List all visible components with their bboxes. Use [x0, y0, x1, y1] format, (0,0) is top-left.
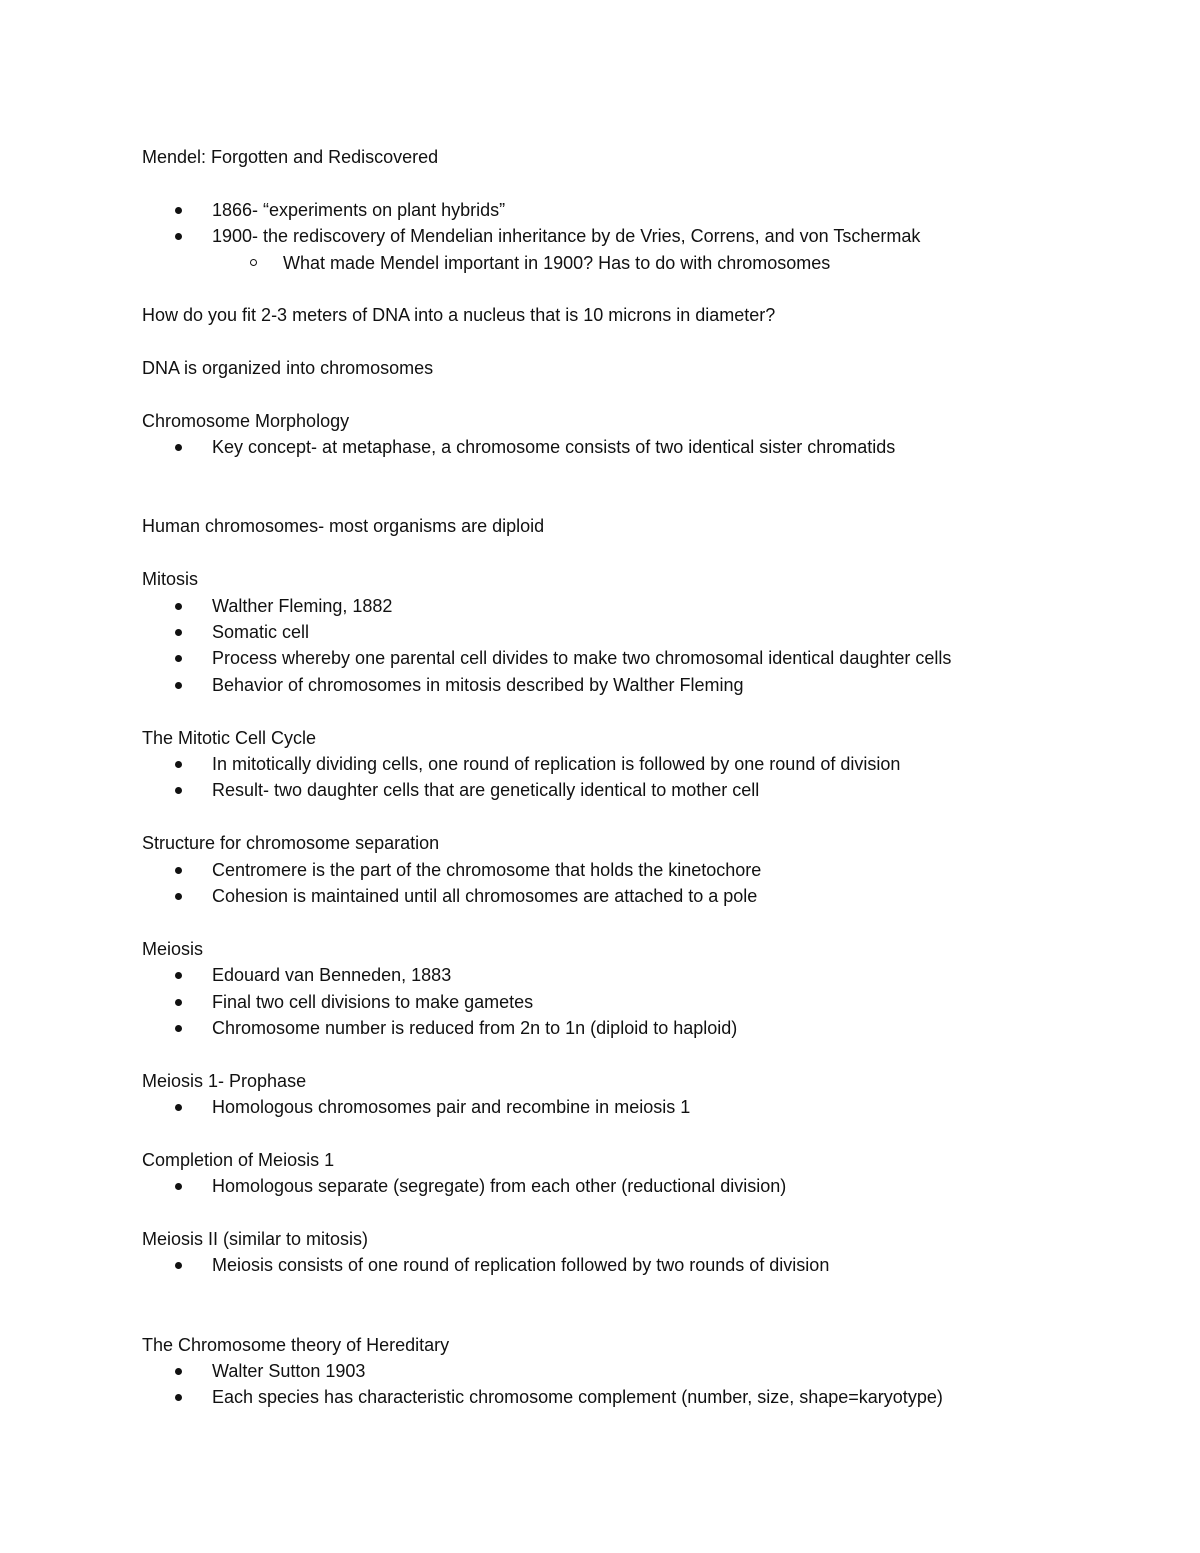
bullet-icon [175, 999, 182, 1006]
section-heading: Completion of Meiosis 1 [142, 1149, 335, 1170]
list-item [142, 197, 1132, 223]
bullet-icon [175, 233, 182, 240]
list-item [142, 962, 1132, 988]
spacer [142, 698, 1132, 724]
spacer [142, 276, 1132, 302]
sub-list-item-text: What made Mendel important in 1900? Has to do with chromosomes [283, 252, 831, 273]
list-item-text: Key concept- at metaphase, a chromosome consists of two identical sister chromatids [212, 437, 896, 458]
bullet-icon [175, 1104, 182, 1111]
spacer [142, 1041, 1132, 1067]
list-item [142, 645, 1132, 671]
bullet-icon [175, 207, 182, 214]
bullet-icon [175, 444, 182, 451]
bullet-icon [175, 761, 182, 768]
bullet-icon [175, 1262, 182, 1269]
list-item-text: Chromosome number is reduced from 2n to 1n (diploid to haploid) [212, 1017, 738, 1038]
list-item [142, 777, 1132, 803]
list-item [142, 1173, 1132, 1199]
list-item-text: In mitotically dividing cells, one round of replication is followed by one round of division [212, 754, 901, 774]
bullet-icon [175, 787, 182, 794]
list-item [142, 672, 1132, 698]
hollow-bullet-icon [250, 259, 257, 266]
list-item-text: Behavior of chromosomes in mitosis described by Walther Fleming [212, 674, 744, 695]
list-item [142, 1252, 1132, 1278]
list-item-text: Edouard van Benneden, 1883 [212, 965, 452, 986]
list-item-text: Walter Sutton 1903 [212, 1361, 366, 1381]
list-item [142, 593, 1132, 619]
bullet-icon [175, 1394, 182, 1401]
spacer [142, 382, 1132, 408]
section-heading: The Chromosome theory of Hereditary [142, 1334, 450, 1355]
bullet-icon [175, 603, 182, 610]
list-item-text: Process whereby one parental cell divides to make two chromosomal identical daughter cells [212, 648, 952, 669]
section-heading: DNA is organized into chromosomes [142, 358, 434, 379]
section-heading: Chromosome Morphology [142, 410, 350, 431]
list-item-text: Centromere is the part of the chromosome that holds the kinetochore [212, 859, 762, 880]
section-heading: Mendel: Forgotten and Rediscovered [142, 147, 439, 167]
spacer [142, 1120, 1132, 1146]
section-heading: Human chromosomes- most organisms are diploid [142, 516, 545, 537]
list-item [142, 989, 1132, 1015]
list-item [142, 1094, 1132, 1120]
bullet-icon [175, 867, 182, 874]
spacer [142, 329, 1132, 355]
list-item [142, 1384, 1132, 1410]
section-heading: Structure for chromosome separation [142, 833, 440, 854]
list-item-text: Final two cell divisions to make gametes [212, 991, 534, 1012]
section-heading: Meiosis [142, 938, 204, 959]
spacer [142, 170, 1132, 196]
bullet-icon [175, 972, 182, 979]
sub-list-item [142, 250, 1132, 276]
list-item-text: Homologous chromosomes pair and recombine in meiosis 1 [212, 1097, 691, 1118]
bullet-icon [175, 1183, 182, 1190]
bullet-icon [175, 629, 182, 636]
spacer [142, 1200, 1132, 1226]
list-item-text: Each species has characteristic chromosome complement (number, size, shape=karyotype) [212, 1387, 943, 1408]
spacer [142, 909, 1132, 935]
list-item [142, 857, 1132, 883]
list-item [142, 1015, 1132, 1041]
list-item-text: Homologous separate (segregate) from each other (reductional division) [212, 1176, 787, 1197]
bullet-icon [175, 893, 182, 900]
list-item [142, 1358, 1132, 1384]
bullet-icon [175, 682, 182, 689]
spacer [142, 1279, 1132, 1332]
section-heading: The Mitotic Cell Cycle [142, 727, 317, 748]
list-item [142, 223, 1132, 249]
spacer [142, 461, 1132, 514]
list-item-text: 1866- “experiments on plant hybrids” [212, 199, 506, 220]
list-item [142, 619, 1132, 645]
section-heading: Meiosis II (similar to mitosis) [142, 1229, 369, 1250]
spacer [142, 540, 1132, 566]
list-item [142, 751, 1132, 777]
section-heading: Meiosis 1- Prophase [142, 1070, 307, 1091]
bullet-icon [175, 1368, 182, 1375]
section-heading: How do you fit 2-3 meters of DNA into a nucleus that is 10 microns in diameter? [142, 305, 776, 326]
list-item [142, 434, 1132, 460]
list-item [142, 883, 1132, 909]
document-body [142, 144, 1132, 1411]
list-item-text: Somatic cell [212, 622, 310, 643]
list-item-text: Cohesion is maintained until all chromosomes are attached to a pole [212, 885, 758, 906]
spacer [142, 804, 1132, 830]
list-item-text: Walther Fleming, 1882 [212, 595, 393, 616]
section-heading: Mitosis [142, 569, 199, 590]
bullet-icon [175, 1025, 182, 1032]
list-item-text: 1900- the rediscovery of Mendelian inheritance by de Vries, Correns, and von Tschermak [212, 226, 921, 247]
bullet-icon [175, 655, 182, 662]
list-item-text: Result- two daughter cells that are genetically identical to mother cell [212, 780, 760, 801]
list-item-text: Meiosis consists of one round of replication followed by two rounds of division [212, 1255, 830, 1276]
